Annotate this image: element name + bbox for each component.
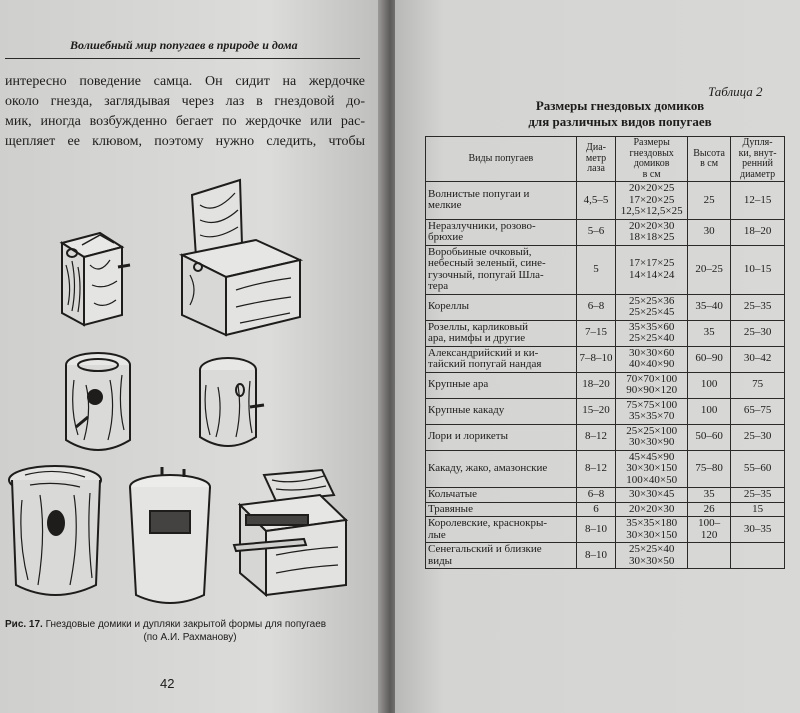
table-row <box>426 424 785 450</box>
table-row <box>426 543 785 569</box>
hole-cell: 4,5–5 <box>576 182 615 220</box>
species-cell <box>426 245 577 294</box>
inner-cell: 25–35 <box>731 294 785 320</box>
caption-source: (по А.И. Рахманову) <box>143 632 237 643</box>
header-line: диаметр <box>739 168 776 180</box>
table-body <box>426 182 785 569</box>
header-line: Виды попугаев <box>468 152 534 164</box>
species-line: Кольчатые <box>428 488 478 500</box>
dims-cell <box>616 294 688 320</box>
dims-cell <box>616 543 688 569</box>
height-header <box>688 137 731 182</box>
table-row <box>426 182 785 220</box>
height-cell: 30 <box>688 219 731 245</box>
species-line: виды <box>428 554 453 567</box>
dims-line: 30×30×150 <box>626 462 678 474</box>
dims-line: 40×40×90 <box>628 358 675 370</box>
nest-log-lidded-illustration <box>9 466 101 595</box>
inner-cell: 55–60 <box>731 450 785 488</box>
species-cell <box>426 517 577 543</box>
height-cell: 35 <box>688 488 731 503</box>
dims-line: 25×25×40 <box>628 332 675 344</box>
dims-line: 30×30×90 <box>628 436 675 448</box>
hole-cell: 7–15 <box>576 320 615 346</box>
dims-line: 25×25×100 <box>626 424 678 437</box>
table-label: Таблица 2 <box>708 84 763 99</box>
inner-cell: 65–75 <box>731 398 785 424</box>
table-row <box>426 346 785 372</box>
dims-cell <box>616 245 688 294</box>
hole-cell: 6 <box>576 502 615 517</box>
species-cell <box>426 398 577 424</box>
table-row <box>426 398 785 424</box>
inner-cell: 25–30 <box>731 320 785 346</box>
inner-cell: 12–15 <box>731 182 785 220</box>
height-cell: 25 <box>688 182 731 220</box>
dims-cell <box>616 320 688 346</box>
height-cell: 35 <box>688 320 731 346</box>
hole-cell: 6–8 <box>576 294 615 320</box>
height-cell: 100 <box>688 372 731 398</box>
dims-line: 35×35×180 <box>626 517 678 529</box>
dims-header <box>616 137 688 182</box>
inner-cell: 75 <box>731 372 785 398</box>
dims-line: 30×30×45 <box>628 488 675 500</box>
hole-cell: 8–10 <box>576 517 615 543</box>
dims-line: 25×25×36 <box>628 294 675 307</box>
caption-text: Гнездовые домики и дупляки закрытой формы для попугаев <box>45 619 327 630</box>
caption-label: Рис. 17. <box>5 619 43 630</box>
running-head: Волшебный мир попугаев в природе и дома <box>70 38 298 52</box>
table-row <box>426 517 785 543</box>
nest-box-small-illustration <box>62 233 130 325</box>
dims-cell <box>616 424 688 450</box>
dims-line: 25×25×40 <box>628 543 675 555</box>
nest-log-side-illustration <box>200 358 264 446</box>
body-line: щепляет ее клювом, поэтому нужно следить, чтобы <box>5 134 365 149</box>
nest-box-open-lid-illustration <box>182 180 300 335</box>
species-line: Кореллы <box>428 300 470 313</box>
inner-cell <box>731 543 785 569</box>
hole-cell: 6–8 <box>576 488 615 503</box>
hole-header <box>576 137 615 182</box>
header-line: гнездовых <box>629 147 674 159</box>
height-cell: 50–60 <box>688 424 731 450</box>
table-row <box>426 450 785 488</box>
header-line: Высота <box>693 147 725 159</box>
inner-cell: 30–35 <box>731 517 785 543</box>
body-line: около гнезда, заглядывая через лаз в гнездовой до- <box>5 94 365 109</box>
inner-cell: 10–15 <box>731 245 785 294</box>
hole-cell: 7–8–10 <box>576 346 615 372</box>
species-line: Воробьиные очковый, <box>428 245 532 258</box>
species-cell <box>426 502 577 517</box>
header-line: домиков <box>633 158 670 169</box>
species-line: Королевские, краснокры- <box>428 517 548 529</box>
body-line: мик, иногда возбужденно бегает по жердочке или рас- <box>5 114 365 129</box>
hole-cell: 15–20 <box>576 398 615 424</box>
inner-cell: 18–20 <box>731 219 785 245</box>
inner-cell: 25–30 <box>731 424 785 450</box>
dims-line: 17×17×25 <box>628 257 675 269</box>
species-line: небесный зеленый, сине- <box>428 257 546 269</box>
dims-line: 90×90×120 <box>626 384 678 396</box>
inner-cell: 15 <box>731 502 785 517</box>
hole-cell: 18–20 <box>576 372 615 398</box>
species-line: Какаду, жако, амазонские <box>428 462 548 474</box>
species-cell <box>426 450 577 488</box>
species-line: ара, нимфы и другие <box>428 332 526 344</box>
species-cell <box>426 424 577 450</box>
hole-cell: 5–6 <box>576 219 615 245</box>
dims-line: 30×30×150 <box>626 528 678 541</box>
species-line: Травяные <box>428 502 473 515</box>
species-line: Сенегальский и близкие <box>428 543 542 555</box>
dims-line: 30×30×60 <box>628 346 675 359</box>
table-title <box>470 98 770 130</box>
nest-box-figure <box>0 175 380 605</box>
species-line: Александрийский и ки- <box>428 346 539 359</box>
height-cell: 100–120 <box>688 517 731 543</box>
species-line: Волнистые попугаи и <box>428 187 530 200</box>
dims-line: 35×35×70 <box>628 410 675 422</box>
dims-line: 30×30×50 <box>628 554 675 567</box>
dims-cell <box>616 488 688 503</box>
dims-cell <box>616 502 688 517</box>
dims-line: 14×14×24 <box>628 268 675 281</box>
header-rule <box>5 58 360 59</box>
table-row <box>426 245 785 294</box>
nest-box-perch-illustration <box>234 470 346 595</box>
dims-cell <box>616 398 688 424</box>
species-cell <box>426 346 577 372</box>
hole-cell: 8–12 <box>576 424 615 450</box>
header-line: лаза <box>587 163 605 175</box>
species-line: Крупные какаду <box>428 404 505 417</box>
table-row <box>426 488 785 503</box>
hole-cell: 8–10 <box>576 543 615 569</box>
dims-line: 75×75×100 <box>626 398 678 411</box>
header-line: Диа- <box>586 142 606 154</box>
dims-line: 18×18×25 <box>628 231 675 243</box>
dims-cell <box>616 450 688 488</box>
dims-line: 20×20×30 <box>628 502 675 515</box>
dims-cell <box>616 182 688 220</box>
dims-line: 45×45×90 <box>628 450 675 463</box>
dims-cell <box>616 219 688 245</box>
height-cell: 75–80 <box>688 450 731 488</box>
table-header-row <box>426 137 785 182</box>
height-cell: 100 <box>688 398 731 424</box>
body-line: интересно поведение самца. Он сидит на жердочке <box>5 74 365 89</box>
dims-cell <box>616 372 688 398</box>
table-row <box>426 502 785 517</box>
inner-cell: 30–42 <box>731 346 785 372</box>
species-line: тера <box>428 280 449 292</box>
hole-cell: 8–12 <box>576 450 615 488</box>
height-cell: 20–25 <box>688 245 731 294</box>
species-line: брюхие <box>428 231 464 243</box>
species-cell <box>426 372 577 398</box>
species-line: мелкие <box>428 199 462 212</box>
dims-line: 70×70×100 <box>626 372 678 385</box>
species-cell <box>426 320 577 346</box>
species-line: Крупные ара <box>428 378 489 391</box>
species-line: тайский попугай нандая <box>428 358 542 370</box>
species-line: гузочный, попугай Шла- <box>428 268 544 281</box>
header-line: Дупля- <box>742 137 773 148</box>
height-cell <box>688 543 731 569</box>
nest-box-round-illustration <box>130 467 210 603</box>
height-cell: 35–40 <box>688 294 731 320</box>
hole-cell: 5 <box>576 245 615 294</box>
height-cell: 60–90 <box>688 346 731 372</box>
header-line: метр <box>585 152 607 164</box>
nest-size-table <box>425 136 785 569</box>
dims-line: 100×40×50 <box>626 473 678 486</box>
species-cell <box>426 182 577 220</box>
table-row <box>426 294 785 320</box>
inner-header <box>731 137 785 182</box>
height-cell: 26 <box>688 502 731 517</box>
species-cell <box>426 543 577 569</box>
species-cell <box>426 488 577 503</box>
dims-line: 35×35×60 <box>628 320 675 333</box>
dims-line: 25×25×45 <box>628 306 675 318</box>
dims-line: 17×20×25 <box>628 193 675 206</box>
table-title-line: Размеры гнездовых домиков <box>535 98 705 113</box>
nest-log-illustration <box>66 353 130 450</box>
inner-cell: 25–35 <box>731 488 785 503</box>
header-line: Размеры <box>633 137 670 148</box>
table-row <box>426 320 785 346</box>
header-line: в см <box>642 168 661 180</box>
species-line: Розеллы, карликовый <box>428 320 528 333</box>
dims-cell <box>616 346 688 372</box>
dims-line: 20×20×25 <box>628 182 675 194</box>
header-line: ки, внут- <box>738 147 777 159</box>
figure-caption <box>5 618 375 644</box>
table-row <box>426 372 785 398</box>
species-line: лые <box>428 528 446 541</box>
dims-cell <box>616 517 688 543</box>
species-header <box>426 137 577 182</box>
header-line: в см <box>700 158 719 169</box>
species-cell <box>426 219 577 245</box>
species-line: Неразлучники, розово- <box>428 219 536 232</box>
header-line: ренний <box>742 158 773 169</box>
dims-line: 20×20×30 <box>628 219 675 232</box>
species-cell <box>426 294 577 320</box>
left-page <box>0 0 385 713</box>
table-row <box>426 219 785 245</box>
species-line: Лори и лорикеты <box>428 430 508 443</box>
body-text <box>5 72 365 152</box>
page-number: 42 <box>160 676 175 691</box>
table-title-line: для различных видов попугаев <box>528 114 712 129</box>
dims-line: 12,5×12,5×25 <box>620 205 683 217</box>
